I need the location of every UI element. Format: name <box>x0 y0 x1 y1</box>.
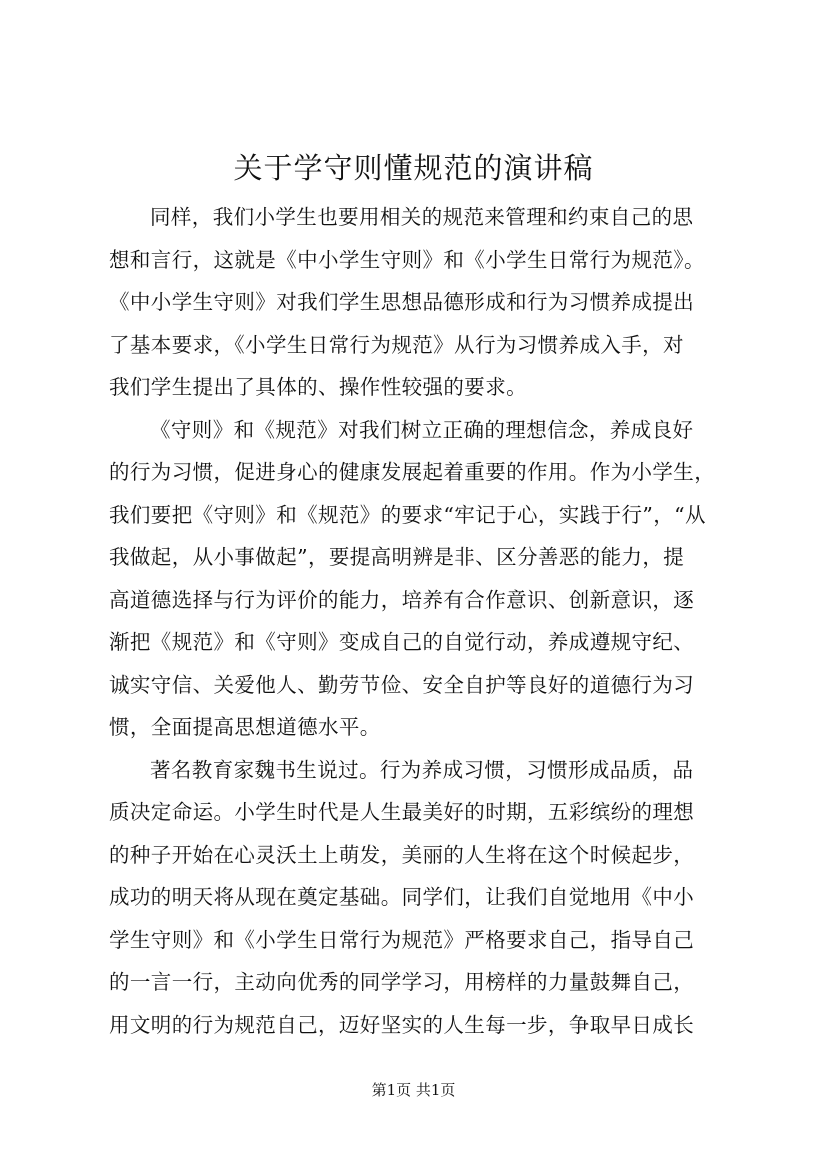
page-footer: 第1页 共1页 <box>371 1081 456 1099</box>
paragraph-line: 我们学生提出了具体的、操作性较强的要求。 <box>109 375 527 399</box>
paragraph-line: 著名教育家魏书生说过。行为养成习惯，习惯形成品质，品 <box>150 757 694 782</box>
paragraph-line: 质决定命运。小学生时代是人生最美好的时期，五彩缤纷的理想 <box>109 800 695 824</box>
document-title: 关于学守则懂规范的演讲稿 <box>233 151 594 185</box>
paragraph-line: 渐把《规范》和《守则》变成自己的自觉行动，养成遵规守纪、 <box>109 630 695 654</box>
document-body <box>109 196 739 1046</box>
paragraph-line: 同样，我们小学生也要用相关的规范来管理和约束自己的思 <box>150 205 694 229</box>
paragraph-line: 的行为习惯，促进身心的健康发展起着重要的作用。作为小学生， <box>109 460 716 484</box>
paragraph-line: 了基本要求，《小学生日常行为规范》从行为习惯养成入手，对 <box>109 332 684 357</box>
paragraph-line: 我做起，从小事做起”，要提高明辨是非、区分善恶的能力，提 <box>109 545 685 569</box>
paragraph-line: 高道德选择与行为评价的能力，培养有合作意识、创新意识，逐 <box>109 587 695 612</box>
paragraph-line: 的种子开始在心灵沃土上萌发，美丽的人生将在这个时候起步， <box>109 842 695 867</box>
paragraph-line: 想和言行，这就是《中小学生守则》和《小学生日常行为规范》。 <box>109 247 705 272</box>
paragraph-line: 惯，全面提高思想道德水平。 <box>109 715 381 739</box>
paragraph-line: 《守则》和《规范》对我们树立正确的理想信念，养成良好 <box>150 417 694 442</box>
paragraph-line: 成功的明天将从现在奠定基础。同学们，让我们自觉地用《中小 <box>109 885 695 909</box>
paragraph-line: 诚实守信、关爱他人、勤劳节俭、安全自护等良好的道德行为习 <box>109 672 695 697</box>
paragraph-line: 学生守则》和《小学生日常行为规范》严格要求自己，指导自己 <box>109 927 695 952</box>
paragraph-line: 的一言一行，主动向优秀的同学学习，用榜样的力量鼓舞自己， <box>109 970 695 994</box>
paragraph-line: 我们要把《守则》和《规范》的要求“牢记于心，实践于行”，“从 <box>109 502 706 527</box>
paragraph-line: 用文明的行为规范自己，迈好坚实的人生每一步，争取早日成长 <box>109 1012 695 1037</box>
paragraph-line: 《中小学生守则》对我们学生思想品德形成和行为习惯养成提出 <box>109 290 695 314</box>
